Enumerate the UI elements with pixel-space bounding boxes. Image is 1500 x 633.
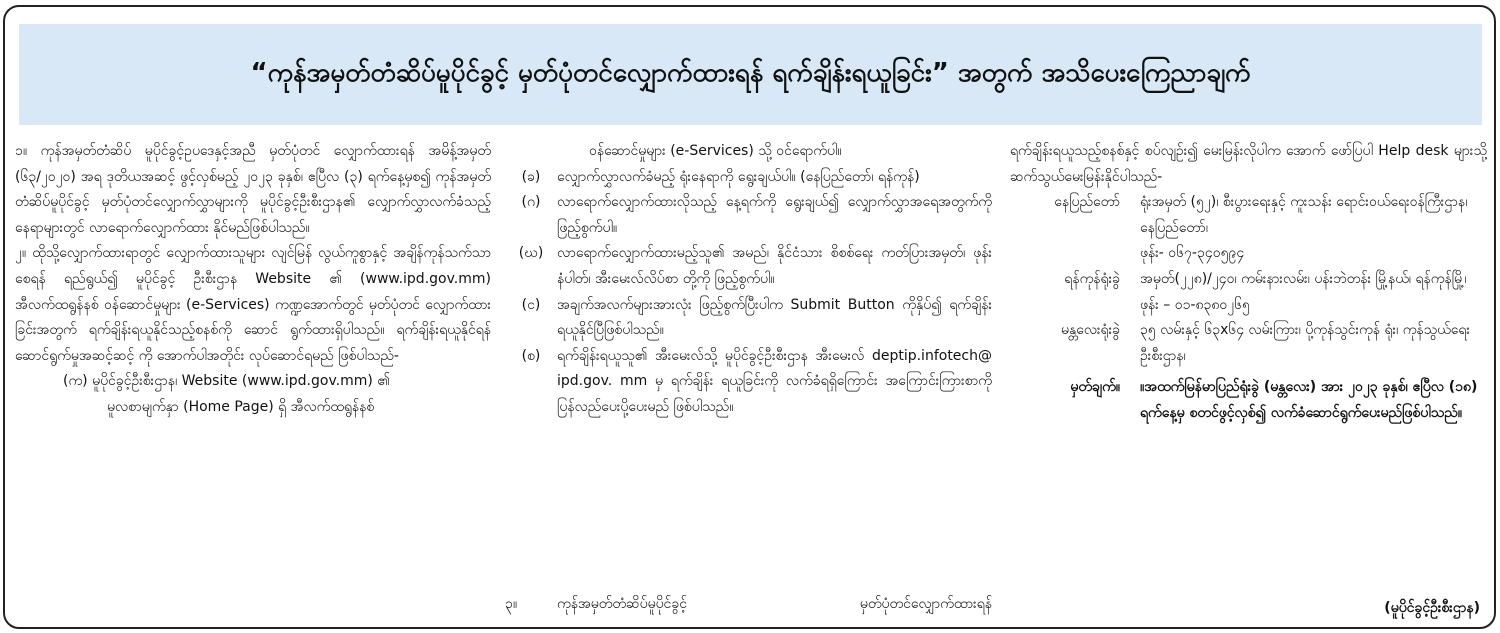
paragraph-3-text-a: ကုန်အမှတ်တံဆိပ်မူပိုင်ခွင့် xyxy=(557,596,687,612)
paragraph-1: ၁။ ကုန်အမှတ်တံဆိပ် မူပိုင်ခွင့်ဥပဒေနှင့်အညီ မှတ်ပုံတင် လျှောက်ထားရန် အမိန့်အမှတ် (၆၃/၂၀၂၀) အရ ဒုတိယအဆင့် ဖွင့်လှစ်မည့် ၂၀၂၃ ခုနှစ်၊ ဧပြီလ (၃) ရက်နေ့မှစ၍ ကုန်အမှတ်တံဆိပ်မူပိုင်ခွင့် မှတ်ပုံတင်လျှောက်လွှာများကို မူပိုင်ခွင့်ဦးစီးဌာန၏ လျှောက်လွှာလက်ခံသည့် နေရာများတွင် လာရောက်လျှောက်ထား နိုင်မည်ဖြစ်ပါသည်။ xyxy=(15,143,491,236)
paragraph-3-text-b: မှတ်ပုံတင်လျှောက်ထားရန် xyxy=(859,596,992,612)
remark-text: ။အထက်မြန်မာပြည်ရုံးခွဲ (မန္တလေး) အား ၂၀၂၃ ခုနှစ်၊ ဧပြီလ (၁၈) ရက်နေ့မှ စတင်ဖွင့်လှစ်၍ လက်ခံဆောင်ရွက်ပေးမည်ဖြစ်ပါသည်။ xyxy=(1140,379,1478,421)
office-address: ရုံးအမှတ် (၅၂)၊ စီးပွားရေးနှင့် ကူးသန်း ရောင်းဝယ်ရေးဝန်ကြီးဌာန၊ နေပြည်တော်၊ xyxy=(1140,194,1468,236)
office-mandalay xyxy=(1010,318,1487,369)
office-phone: ဖုန်း – ၀၁-၈၃၈၀၂၆၅ xyxy=(1140,296,1250,313)
step-mark: (င) xyxy=(521,296,541,313)
step-k-end: ဝန်ဆောင်မှုများ (e-Services) သို့ ဝင်ရောက်ပါ။ xyxy=(589,143,842,159)
office-phone: ဖုန်း- ၀၆၇-၃၄၀၅၉၄ xyxy=(1140,245,1245,262)
step-text: လာရောက်လျှောက်ထားလိုသည့် နေ့ရက်ကို ရွေးချယ်၍ လျှောက်လွှာအရေအတွက်ကို ဖြည့်စွက်ပါ။ xyxy=(557,194,992,236)
remark xyxy=(1010,375,1487,426)
office-naypyitaw xyxy=(1010,190,1487,267)
office-name: မန္တလေးရုံးခွဲ xyxy=(1061,322,1120,339)
office-name: နေပြည်တော် xyxy=(1054,194,1120,211)
signature: (မူပိုင်ခွင့်ဦးစီးဌာန) xyxy=(1384,600,1480,616)
paragraph-2: ၂။ ထိုသို့လျှောက်ထားရာတွင် လျှောက်ထားသူများ လျင်မြန် လွယ်ကူစွာနှင့် အချိန်ကုန်သက်သာစေရန် ရည်ရွယ်၍ မူပိုင်ခွင့် ဦးစီးဌာန Website ၏ (www.ipd.gov.mm) အီလက်ထရွန်နစ် ဝန်ဆောင်မှုများ (e-Services) ကဏ္ဍအောက်တွင် မှတ်ပုံတင် လျှောက်ထားခြင်းအတွက် ရက်ချိန်းရယူနိုင်သည့်စနစ်ကို ဆောင် ရွက်ထားရှိပါသည်။ ရက်ချိန်းရယူနိုင်ရန် ဆောင်ရွက်မှုအဆင့်ဆင့် ကို အောက်ပါအတိုင်း လုပ်ဆောင်ရမည် ဖြစ်ပါသည်- xyxy=(15,245,491,364)
step-gh xyxy=(505,241,992,292)
column-3 xyxy=(1010,139,1487,427)
office-address: ၃၅ လမ်းနှင့် ၆၃x၆၄ လမ်းကြား၊ ပို့ကုန်သွင်းကုန် ရုံး၊ ကုန်သွယ်ရေးဦးစီးဌာန၊ xyxy=(1140,322,1470,364)
step-k-continued: မူလစာမျက်နှာ (Home Page) ရှိ အီလက်ထရွန်နစ် xyxy=(107,398,375,415)
office-yangon xyxy=(1010,267,1487,318)
announcement-frame xyxy=(3,5,1496,629)
office-name: ရန်ကုန်ရုံးခွဲ xyxy=(1064,270,1120,287)
step-text: ရက်ချိန်းရယူသူ၏ အီးမေးလ်သို့ မူပိုင်ခွင့်ဦးစီးဌာန အီးမေးလ် deptip.infotech@ ipd.gov. mm မှ ရက်ချိန်း ရယူခြင်းကို လက်ခံရရှိကြောင်း အကြောင်းကြားစာကို ပြန်လည်ပေးပို့ပေးမည် ဖြစ်ပါသည်။ xyxy=(557,347,992,415)
step-mark: (ဃ) xyxy=(518,245,544,262)
step-text: အချက်အလက်များအားလုံး ဖြည့်စွက်ပြီးပါက Submit Button ကိုနှိပ်၍ ရက်ချိန်း ရယူနိုင်ပြီဖြစ်ပါသည်။ xyxy=(557,296,992,339)
step-ng xyxy=(505,293,992,344)
step-mark: (စ) xyxy=(521,347,541,364)
step-kh xyxy=(505,165,992,191)
announcement-title: “ကုန်အမှတ်တံဆိပ်မူပိုင်ခွင့် မှတ်ပုံတင်လျှောက်ထားရန် ရက်ချိန်းရယူခြင်း” အတွက် အသိပေးကြေညာချက် xyxy=(250,58,1251,88)
column-1 xyxy=(15,139,491,421)
column-2 xyxy=(505,139,992,421)
step-s xyxy=(505,344,992,421)
remark-label: မှတ်ချက်။ xyxy=(1070,379,1120,396)
step-mark: (ခ) xyxy=(521,168,541,185)
help-desk-lead: ရက်ချိန်းရယူသည့်စနစ်နှင့် စပ်လျဉ်း၍ မေးမြန်းလိုပါက အောက် ဖော်ပြပါ Help desk များသို့ ဆက်သွယ်မေးမြန်းနိုင်ပါသည်- xyxy=(1010,143,1487,185)
paragraph-3-mark: ၃။ xyxy=(505,596,518,612)
paragraph-3-start xyxy=(505,594,992,615)
step-text: လာရောက်လျှောက်ထားမည့်သူ၏ အမည်၊ နိုင်ငံသား စိစစ်ရေး ကတ်ပြားအမှတ်၊ ဖုန်းနံပါတ်၊ အီးမေးလ်လိပ်စာ တို့ကို ဖြည့်စွက်ပါ။ xyxy=(557,245,992,287)
step-g xyxy=(505,190,992,241)
step-mark: (ဂ) xyxy=(521,194,541,211)
step-k: (က) မူပိုင်ခွင့်ဦးစီးဌာန၊ Website (www.ipd.gov.mm) ၏ xyxy=(63,373,390,390)
title-banner xyxy=(19,24,1482,125)
office-address: အမှတ်(၂၂၈)/၂၄၀၊ ကမ်းနားလမ်း၊ ပန်းဘဲတန်း မြို့နယ်၊ ရန်ကုန်မြို့၊ xyxy=(1140,270,1467,287)
step-text: လျှောက်လွှာလက်ခံမည့် ရုံးနေရာကို ရွေးချယ်ပါ။ (နေပြည်တော်၊ ရန်ကုန်) xyxy=(557,168,920,185)
